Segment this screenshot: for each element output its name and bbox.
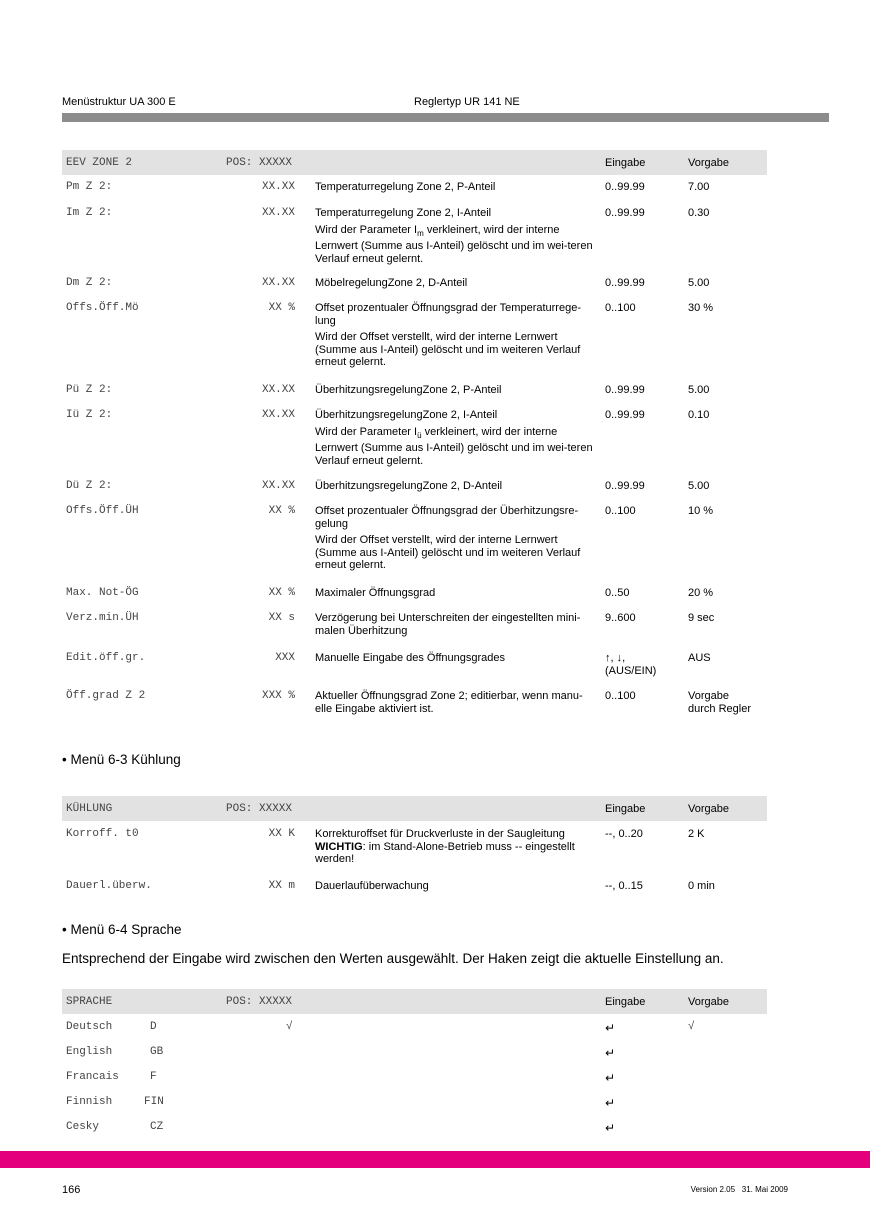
col-eingabe: Eingabe <box>605 803 646 815</box>
param-value: XX.XX <box>261 384 295 396</box>
param-eingabe: 0..99.99 <box>605 207 645 219</box>
param-vorgabe-2: durch Regler <box>688 702 751 715</box>
param-desc: Manuelle Eingabe des Öffnungsgrades <box>315 652 505 664</box>
param-value: XX.XX <box>261 181 295 193</box>
param-name: Pm Z 2: <box>66 181 113 193</box>
col-eingabe: Eingabe <box>605 157 646 169</box>
param-vorgabe: 0.30 <box>688 207 710 219</box>
sprache-intro-text: Entsprechend der Eingabe wird zwischen den Werten ausgewählt. Der Haken zeigt die aktuelle Einstellung an. <box>62 951 724 966</box>
param-warning: WICHTIG: im Stand-Alone-Betrieb muss -- eingestellt werden! <box>315 840 575 865</box>
table-header <box>62 989 767 1014</box>
param-vorgabe-block <box>688 690 751 715</box>
param-desc: Offset prozentualer Öffnungsgrad der Temperaturrege-lung <box>315 302 581 327</box>
param-value: XXX % <box>261 690 295 702</box>
language-name: Deutsch <box>66 1021 113 1033</box>
param-desc: ÜberhitzungsregelungZone 2, D-Anteil <box>315 480 503 492</box>
param-desc: Aktueller Öffnungsgrad Zone 2; editierbar, wenn manu-elle Eingabe aktiviert ist. <box>315 690 583 715</box>
param-name: Offs.Öff.Mö <box>66 302 139 314</box>
param-desc-block <box>315 302 593 369</box>
language-code: D <box>150 1021 157 1033</box>
param-name: Korroff. t0 <box>66 828 139 840</box>
param-desc: Temperaturregelung Zone 2, P-Anteil <box>315 181 496 193</box>
language-code: FIN <box>144 1096 164 1108</box>
return-key-icon: ↵ <box>605 1121 616 1135</box>
language-name: Finnish <box>66 1096 113 1108</box>
param-vorgabe: 9 sec <box>688 612 715 624</box>
param-vorgabe: Vorgabe <box>688 690 729 702</box>
param-value: XX m <box>268 880 295 892</box>
table-pos: POS: XXXXX <box>226 157 293 169</box>
param-desc-block <box>315 828 593 866</box>
param-vorgabe: 5.00 <box>688 384 710 396</box>
param-value: XX.XX <box>261 207 295 219</box>
table-title: KÜHLUNG <box>66 803 113 815</box>
language-code: CZ <box>150 1121 164 1133</box>
param-vorgabe: AUS <box>688 652 711 664</box>
param-value: XX.XX <box>261 277 295 289</box>
param-eingabe: --, 0..20 <box>605 828 643 840</box>
param-eingabe: 0..100 <box>605 505 636 517</box>
section-heading-sprache: • Menü 6-4 Sprache <box>62 922 182 937</box>
param-eingabe: 0..99.99 <box>605 480 645 492</box>
param-eingabe: 9..600 <box>605 612 636 624</box>
header-left: Menüstruktur UA 300 E <box>62 96 176 108</box>
param-desc: ÜberhitzungsregelungZone 2, I-Anteil <box>315 409 498 421</box>
param-name: Iü Z 2: <box>66 409 113 421</box>
param-vorgabe: 10 % <box>688 505 714 517</box>
table-title: EEV ZONE 2 <box>66 157 133 169</box>
sprache-table <box>62 989 767 1135</box>
param-name: Im Z 2: <box>66 207 113 219</box>
table-header <box>62 796 767 821</box>
kuehlung-table <box>62 796 767 892</box>
param-eingabe: 0..100 <box>605 690 636 702</box>
param-name: Dü Z 2: <box>66 480 113 492</box>
param-eingabe: --, 0..15 <box>605 880 643 892</box>
return-key-icon: ↵ <box>605 1071 616 1085</box>
return-key-icon: ↵ <box>605 1096 616 1110</box>
param-eingabe-2: (AUS/EIN) <box>605 664 657 677</box>
param-desc-block <box>315 409 593 467</box>
eev-zone-table <box>62 150 767 715</box>
default-check-icon: √ <box>688 1021 695 1033</box>
version-info: Version 2.05 31. Mai 2009 <box>690 1185 788 1194</box>
param-note: Wird der Parameter $I_ü$ verkleinert, wird der interne Lernwert (Summe aus I-Anteil) gelöscht und im wei-teren Verlauf erneut gelernt. <box>315 425 593 467</box>
param-eingabe-block <box>605 652 656 677</box>
param-value: XX % <box>268 302 295 314</box>
param-eingabe: 0..99.99 <box>605 181 645 193</box>
table-pos: POS: XXXXX <box>226 803 293 815</box>
param-vorgabe: 2 K <box>688 828 705 840</box>
param-eingabe: 0..100 <box>605 302 636 314</box>
param-eingabe: 0..50 <box>605 587 630 599</box>
param-desc: ÜberhitzungsregelungZone 2, P-Anteil <box>315 384 502 396</box>
col-vorgabe: Vorgabe <box>688 157 729 169</box>
param-value: XX K <box>268 828 295 840</box>
param-note: Wird der Offset verstellt, wird der interne Lernwert (Summe aus I-Anteil) gelöscht und im weiteren Verlauf erneut gelernt. <box>315 331 581 368</box>
language-name: Cesky <box>66 1121 100 1133</box>
section-heading-kuehlung: • Menü 6-3 Kühlung <box>62 752 181 767</box>
param-name: Öff.grad Z 2 <box>66 690 146 702</box>
param-desc: Maximaler Öffnungsgrad <box>315 587 436 599</box>
param-value: XX % <box>268 505 295 517</box>
table-title: SPRACHE <box>66 996 113 1008</box>
param-vorgabe: 7.00 <box>688 181 710 193</box>
language-code: F <box>150 1071 157 1083</box>
param-name: Pü Z 2: <box>66 384 113 396</box>
param-name: Verz.min.ÜH <box>66 612 139 624</box>
param-eingabe: 0..99.99 <box>605 277 645 289</box>
param-value: XX.XX <box>261 409 295 421</box>
language-code: GB <box>150 1046 164 1058</box>
col-vorgabe: Vorgabe <box>688 996 729 1008</box>
param-note: Wird der Parameter $I_m$ verkleinert, wird der interne Lernwert (Summe aus I-Anteil) gelöscht und im wei-teren Verlauf erneut gelernt. <box>315 223 593 265</box>
param-eingabe: 0..99.99 <box>605 409 645 421</box>
page-number: 166 <box>62 1184 81 1196</box>
header-bar <box>62 113 829 122</box>
header-center: Reglertyp UR 141 NE <box>414 96 520 108</box>
param-name: Max. Not-ÖG <box>66 587 139 599</box>
param-value: XX.XX <box>261 480 295 492</box>
param-desc-block <box>315 505 593 572</box>
param-vorgabe: 20 % <box>688 587 714 599</box>
param-desc: Dauerlaufüberwachung <box>315 880 429 892</box>
param-vorgabe: 30 % <box>688 302 714 314</box>
param-vorgabe: 5.00 <box>688 480 710 492</box>
col-eingabe: Eingabe <box>605 996 646 1008</box>
param-value: XX s <box>268 612 295 624</box>
param-vorgabe: 0.10 <box>688 409 710 421</box>
table-header <box>62 150 767 175</box>
param-desc: Verzögerung bei Unterschreiten der eingestellten mini-malen Überhitzung <box>315 612 581 637</box>
language-name: Francais <box>66 1071 119 1083</box>
param-desc: MöbelregelungZone 2, D-Anteil <box>315 277 468 289</box>
param-desc-block <box>315 207 593 265</box>
param-desc: Temperaturregelung Zone 2, I-Anteil <box>315 207 492 219</box>
table-pos: POS: XXXXX <box>226 996 293 1008</box>
param-name: Dauerl.überw. <box>66 880 152 892</box>
current-check-icon: √ <box>286 1021 293 1033</box>
param-desc: Offset prozentualer Öffnungsgrad der Überhitzungsre-gelung <box>315 505 579 530</box>
language-name: English <box>66 1046 113 1058</box>
param-value: XXX <box>275 652 295 664</box>
param-vorgabe: 0 min <box>688 880 715 892</box>
param-name: Edit.öff.gr. <box>66 652 146 664</box>
param-vorgabe: 5.00 <box>688 277 710 289</box>
col-vorgabe: Vorgabe <box>688 803 729 815</box>
param-eingabe: 0..99.99 <box>605 384 645 396</box>
return-key-icon: ↵ <box>605 1046 616 1060</box>
param-value: XX % <box>268 587 295 599</box>
param-note: Wird der Offset verstellt, wird der interne Lernwert (Summe aus I-Anteil) gelöscht und im weiteren Verlauf erneut gelernt. <box>315 534 581 571</box>
param-name: Offs.Öff.ÜH <box>66 505 139 517</box>
return-key-icon: ↵ <box>605 1021 616 1035</box>
param-name: Dm Z 2: <box>66 277 113 289</box>
footer-bar <box>0 1151 870 1168</box>
param-eingabe: ↑, ↓, <box>605 652 626 664</box>
param-desc: Korrekturoffset für Druckverluste in der Saugleitung <box>315 828 565 840</box>
